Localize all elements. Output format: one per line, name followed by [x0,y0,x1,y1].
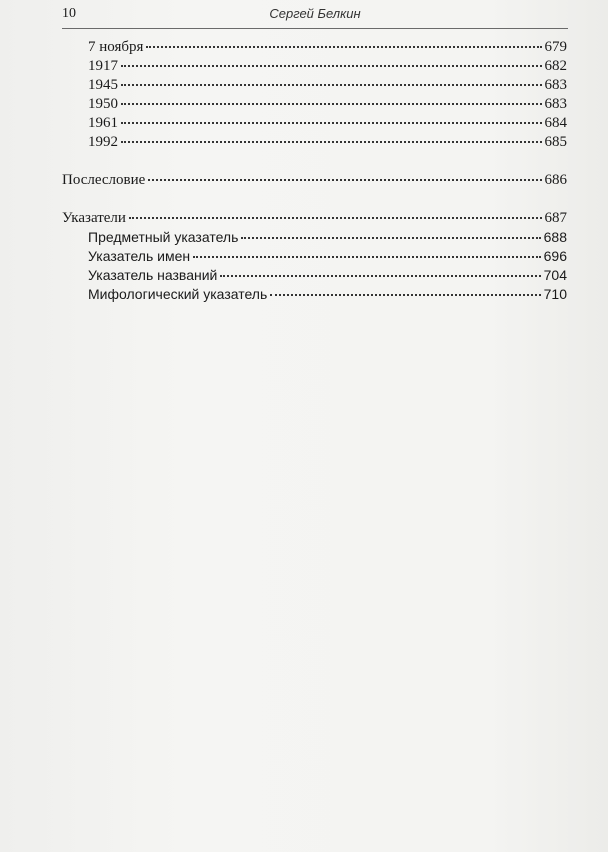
toc-section-dates [62,38,567,152]
dot-leader [270,294,540,296]
spacer [62,190,567,209]
toc-entry-afterword[interactable] [62,171,567,190]
toc-entry-page: 704 [543,267,567,283]
toc-entry-page: 686 [544,172,567,188]
toc-entry-page: 683 [544,77,567,93]
toc-entry-page: 687 [544,210,567,226]
spacer [62,152,567,171]
toc-entry-title: Указатель имен [88,248,191,264]
toc-entry-title: Послесловие [62,172,146,188]
running-title: Сергей Белкин [269,6,361,21]
page-number: 10 [62,6,76,21]
toc-section-indexes [62,228,567,304]
toc-entry[interactable] [62,228,567,247]
toc-entry[interactable] [62,133,567,152]
toc-entry-indexes[interactable] [62,209,567,228]
toc-entry-page: 696 [543,248,567,264]
toc-entry[interactable] [62,76,567,95]
dot-leader [121,122,542,124]
toc-entry-title: 7 ноября [88,39,144,55]
dot-leader [129,217,542,219]
toc-entry-page: 683 [544,96,567,112]
toc-entry[interactable] [62,247,567,266]
toc-entry-page: 679 [544,39,567,55]
toc-entry-page: 688 [543,229,567,245]
toc-entry-page: 710 [543,286,567,302]
dot-leader [121,65,542,67]
dot-leader [146,46,541,48]
dot-leader [220,275,540,277]
toc-entry-title: 1950 [88,96,118,112]
toc-entry-title: Указатель названий [88,267,218,283]
toc-entry-page: 684 [544,115,567,131]
page-header [62,6,568,29]
dot-leader [121,84,542,86]
dot-leader [241,237,540,239]
toc-entry-page: 685 [544,134,567,150]
dot-leader [121,141,542,143]
toc-entry-title: 1945 [88,77,118,93]
toc-entry-title: 1961 [88,115,118,131]
toc-entry-title: Указатели [62,210,126,226]
dot-leader [121,103,542,105]
table-of-contents [62,38,567,304]
toc-entry-title: 1992 [88,134,118,150]
toc-entry[interactable] [62,95,567,114]
dot-leader [148,179,541,181]
toc-entry[interactable] [62,57,567,76]
toc-entry[interactable] [62,114,567,133]
toc-entry[interactable] [62,285,567,304]
toc-entry[interactable] [62,38,567,57]
toc-entry-title: Предметный указатель [88,229,239,245]
toc-entry-page: 682 [544,58,567,74]
toc-entry-title: 1917 [88,58,118,74]
dot-leader [193,256,541,258]
toc-entry-title: Мифологический указатель [88,286,268,302]
toc-entry[interactable] [62,266,567,285]
